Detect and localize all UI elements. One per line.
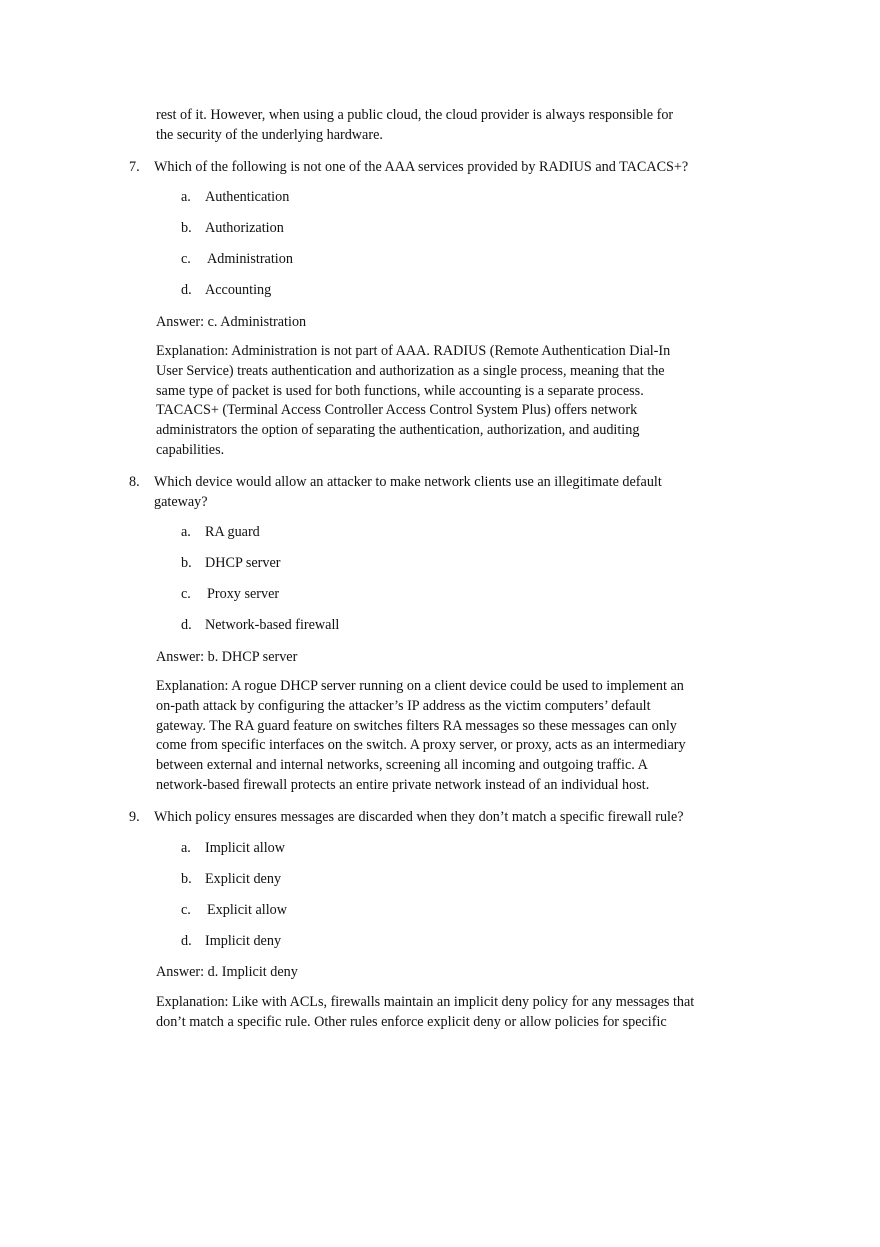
- option-letter: d.: [181, 617, 192, 633]
- option-text: DHCP server: [205, 555, 281, 571]
- option-text: Proxy server: [207, 586, 280, 602]
- question-number: 7.: [129, 159, 140, 175]
- question-number: 8.: [129, 474, 140, 490]
- option-text: Implicit allow: [205, 840, 285, 856]
- option-letter: b.: [181, 871, 192, 887]
- option-letter: b.: [181, 555, 192, 571]
- continuation-line: the security of the underlying hardware.: [156, 127, 383, 143]
- answer-text: Answer: b. DHCP server: [156, 649, 298, 665]
- answer-text: Answer: d. Implicit deny: [156, 964, 298, 980]
- option-text: Implicit deny: [205, 933, 282, 949]
- question-text: Which of the following is not one of the AAA services provided by RADIUS and TACACS+?: [154, 159, 689, 175]
- option-letter: b.: [181, 220, 192, 236]
- option-letter: c.: [181, 251, 191, 267]
- option-text: Authentication: [205, 189, 290, 205]
- option-letter: d.: [181, 282, 192, 298]
- option-letter: a.: [181, 840, 191, 856]
- explanation-text: Explanation: Administration is not part of AAA. RADIUS (Remote Authentication Dial-In User Service) treats authentication and authorization as a single process, meaning that the same type of packet is used for both functions, while accounting is a separate process. TACACS+ (Terminal Access Controller Access Control System Plus) offers network administrators the option of separating the authentication, authorization, and auditing capabilities.: [156, 343, 671, 458]
- question-text: Which device would allow an attacker to make network clients use an illegitimate default gateway?: [154, 474, 662, 510]
- option-text: RA guard: [205, 524, 260, 540]
- option-letter: d.: [181, 933, 192, 949]
- question-text: Which policy ensures messages are discarded when they don’t match a specific firewall rule?: [154, 809, 684, 825]
- option-text: Explicit allow: [207, 902, 287, 918]
- question-number: 9.: [129, 809, 140, 825]
- option-text: Authorization: [205, 220, 284, 236]
- option-text: Explicit deny: [205, 871, 282, 887]
- continuation-line: rest of it. However, when using a public cloud, the cloud provider is always responsible for: [156, 107, 674, 123]
- option-letter: a.: [181, 524, 191, 540]
- answer-text: Answer: c. Administration: [156, 314, 307, 330]
- option-letter: c.: [181, 902, 191, 918]
- option-letter: a.: [181, 189, 191, 205]
- explanation-text: Explanation: Like with ACLs, firewalls maintain an implicit deny policy for any messages that don’t match a specific rule. Other rules enforce explicit deny or allow policies for specific: [156, 994, 695, 1030]
- option-letter: c.: [181, 586, 191, 602]
- explanation-text: Explanation: A rogue DHCP server running on a client device could be used to implement an on-path attack by configuring the attacker’s IP address as the victim computers’ default gateway. The RA guard feature on switches filters RA messages so these messages can only come from specific interfaces on the switch. A proxy server, or proxy, acts as an intermediary between external and internal networks, screening all incoming and outgoing traffic. A network-based firewall protects an entire private network instead of an individual host.: [156, 678, 686, 793]
- option-text: Accounting: [205, 282, 272, 298]
- option-text: Network-based firewall: [205, 617, 340, 633]
- option-text: Administration: [207, 251, 293, 267]
